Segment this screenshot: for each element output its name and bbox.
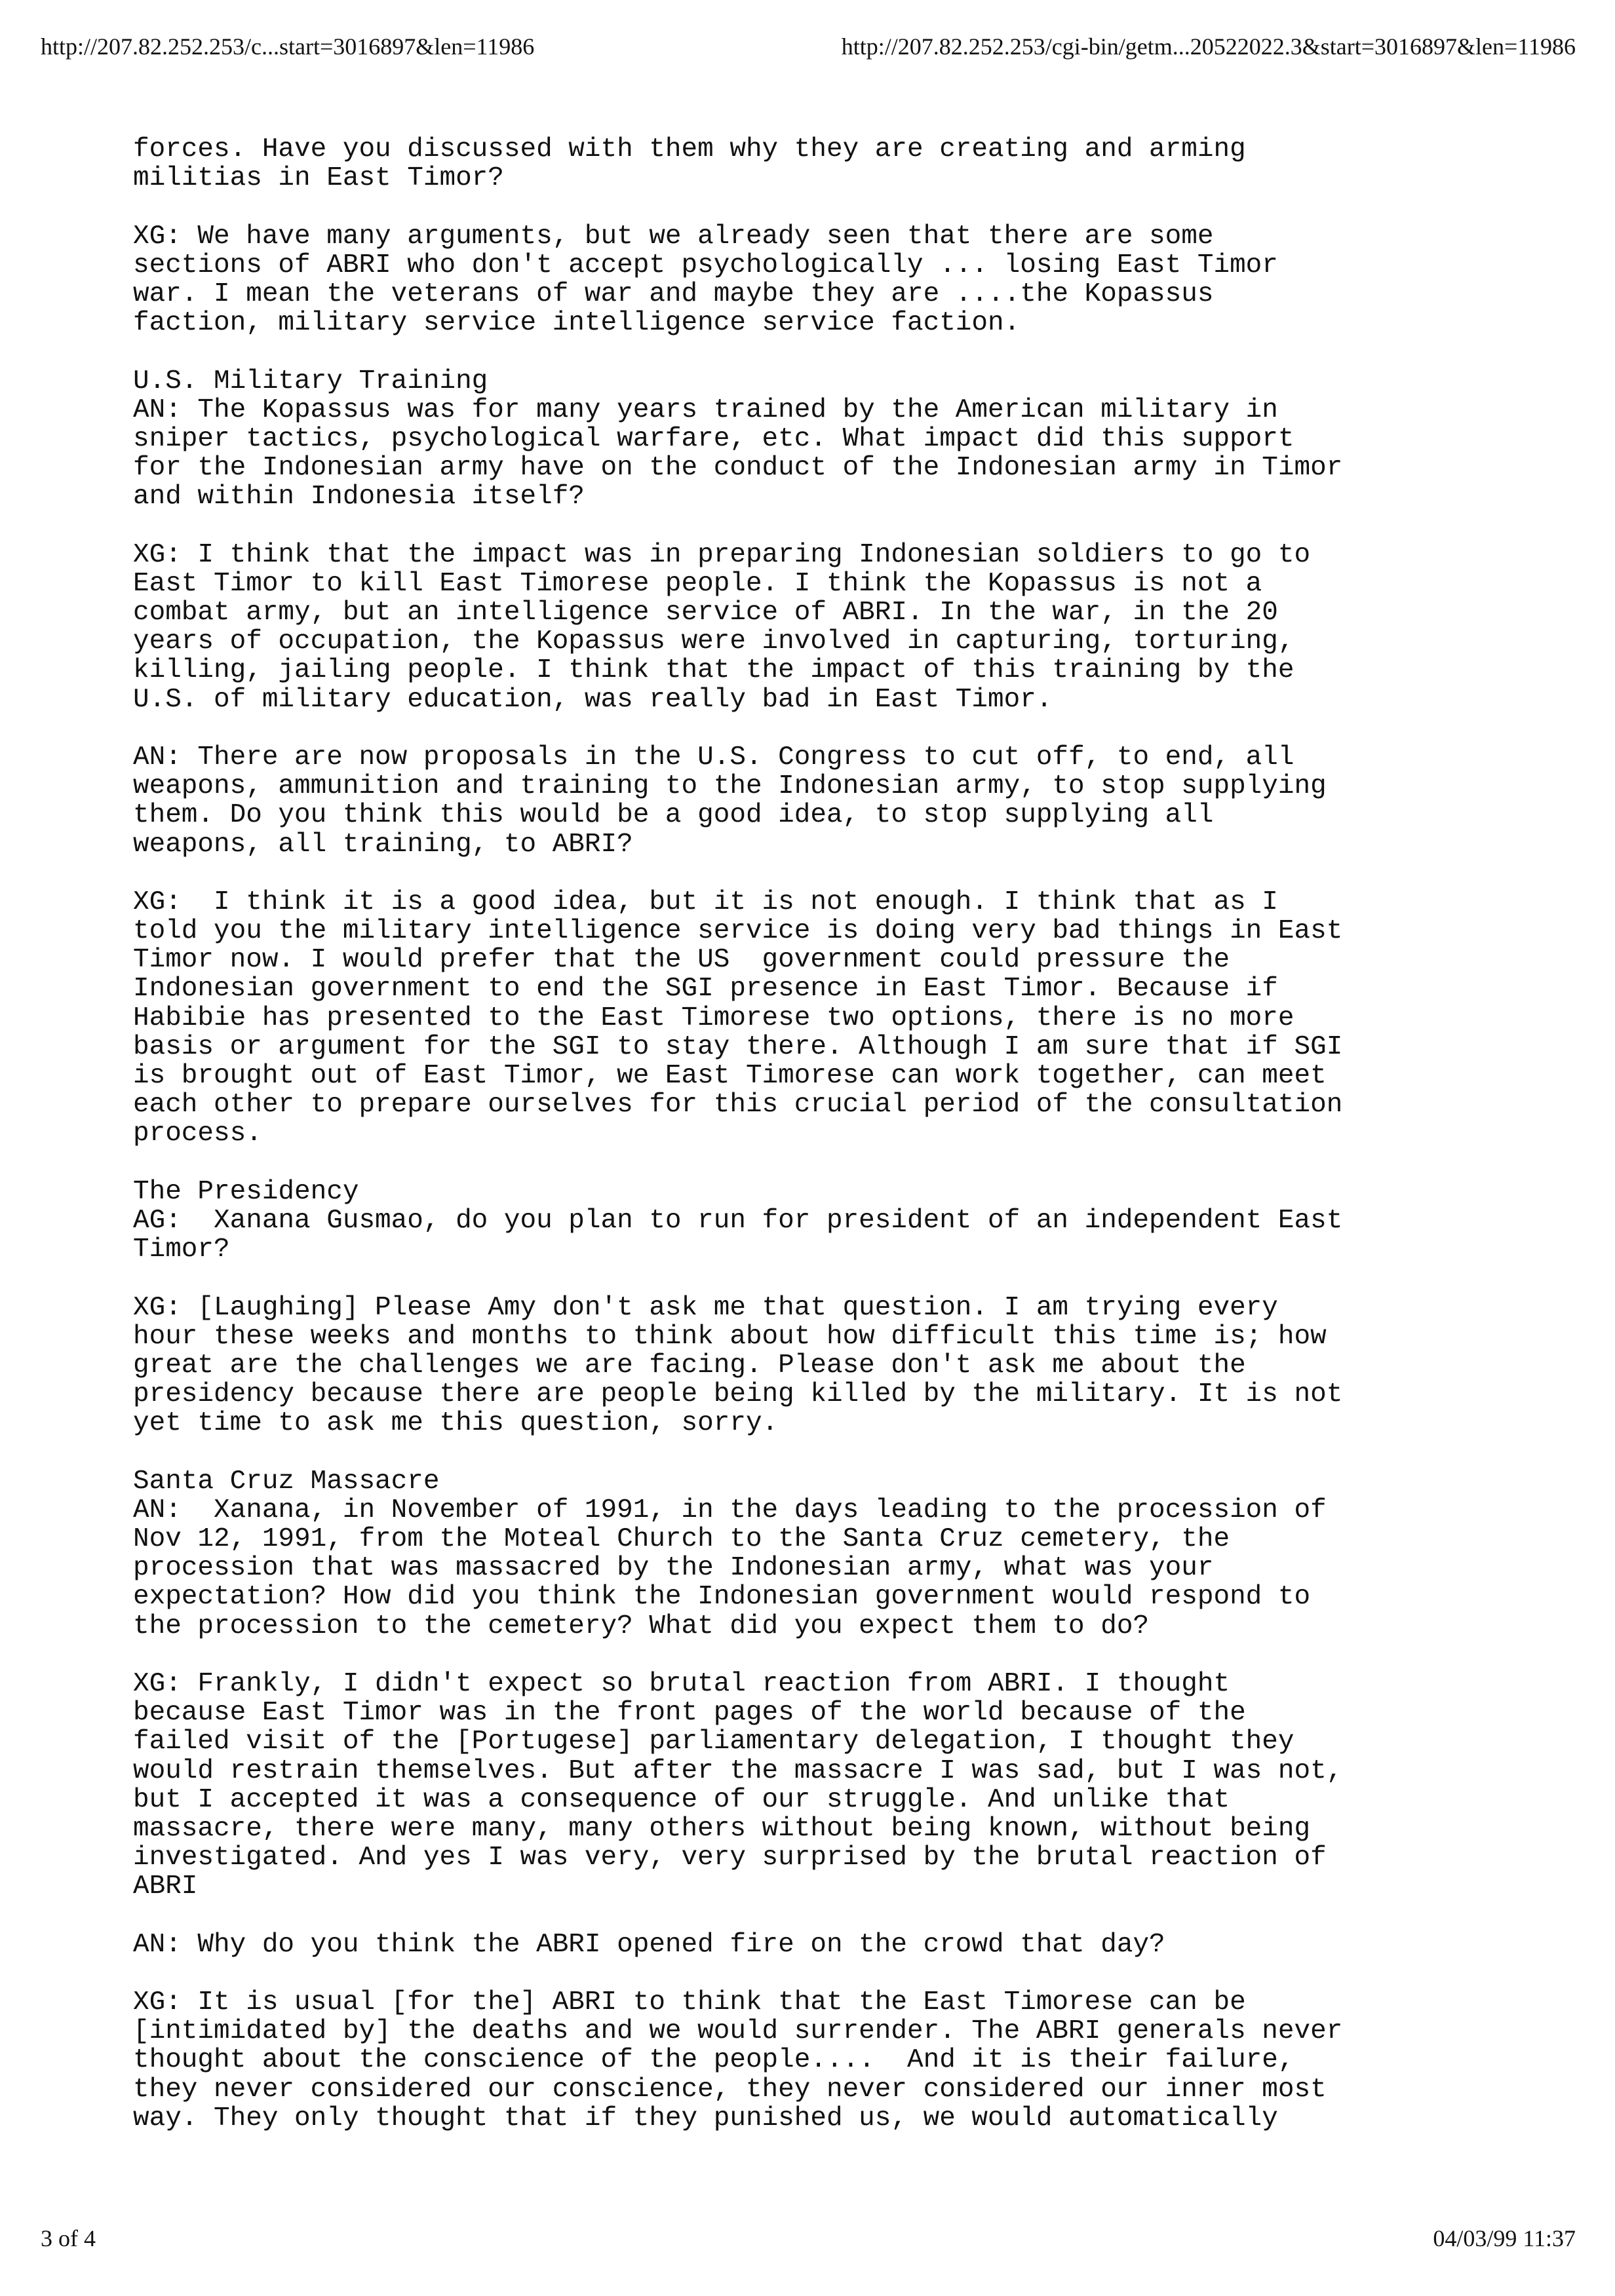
- footer-page-number: 3 of 4: [41, 2225, 96, 2251]
- text-line: Habibie has presented to the East Timorese two options, there is no more: [133, 1003, 1294, 1033]
- paragraph: [133, 541, 1575, 714]
- text-line: faction, military service intelligence service faction.: [133, 308, 1021, 339]
- text-line: AG: Xanana Gusmao, do you plan to run for president of an independent East: [133, 1205, 1343, 1236]
- text-line: sections of ABRI who don't accept psychologically ... losing East Timor: [133, 250, 1278, 280]
- text-line: AN: There are now proposals in the U.S. Congress to cut off, to end, all: [133, 742, 1294, 773]
- footer-datetime: 04/03/99 11:37: [1433, 2225, 1576, 2251]
- paragraph: [133, 1988, 1575, 2133]
- header-url-left: http://207.82.252.253/c...start=3016897&len=11986: [41, 33, 535, 60]
- text-line: XG: I think that the impact was in preparing Indonesian soldiers to go to: [133, 539, 1311, 570]
- text-line: great are the challenges we are facing. Please don't ask me about the: [133, 1350, 1246, 1381]
- text-line: told you the military intelligence service is doing very bad things in East: [133, 916, 1343, 947]
- text-line: East Timor to kill East Timorese people. I think the Kopassus is not a: [133, 568, 1262, 599]
- text-line: Santa Cruz Massacre: [133, 1466, 440, 1497]
- text-line: The Presidency: [133, 1176, 359, 1207]
- text-line: forces. Have you discussed with them why they are creating and arming: [133, 134, 1246, 164]
- text-line: U.S. Military Training: [133, 366, 488, 396]
- paragraph: [133, 888, 1575, 1149]
- paragraph: [133, 222, 1575, 338]
- text-line: Indonesian government to end the SGI presence in East Timor. Because if: [133, 974, 1278, 1004]
- text-line: XG: [Laughing] Please Amy don't ask me that question. I am trying every: [133, 1292, 1278, 1323]
- text-line: ABRI: [133, 1871, 198, 1902]
- text-line: Timor now. I would prefer that the US government could pressure the: [133, 945, 1230, 976]
- paragraph: [133, 743, 1575, 859]
- text-line: Nov 12, 1991, from the Moteal Church to the Santa Cruz cemetery, the: [133, 1524, 1230, 1554]
- text-line: them. Do you think this would be a good idea, to stop supplying all: [133, 800, 1214, 831]
- text-line: [intimidated by] the deaths and we would surrender. The ABRI generals never: [133, 2016, 1343, 2047]
- text-line: militias in East Timor?: [133, 163, 504, 194]
- paragraph: [133, 1670, 1575, 1902]
- text-line: and within Indonesia itself?: [133, 482, 585, 512]
- text-line: because East Timor was in the front pages of the world because of the: [133, 1698, 1246, 1729]
- paragraph: [133, 1293, 1575, 1438]
- text-line: expectation? How did you think the Indonesian government would respond to: [133, 1582, 1311, 1613]
- text-line: but I accepted it was a consequence of our struggle. And unlike that: [133, 1784, 1230, 1815]
- text-line: sniper tactics, psychological warfare, etc. What impact did this support: [133, 423, 1294, 454]
- text-line: weapons, ammunition and training to the Indonesian army, to stop supplying: [133, 771, 1327, 802]
- text-line: killing, jailing people. I think that the impact of this training by the: [133, 655, 1294, 686]
- paragraph: [133, 1467, 1575, 1641]
- text-line: would restrain themselves. But after the massacre I was sad, but I was not,: [133, 1755, 1343, 1786]
- paragraph: [133, 1930, 1575, 1959]
- text-line: XG: Frankly, I didn't expect so brutal reaction from ABRI. I thought: [133, 1668, 1230, 1699]
- text-line: XG: It is usual [for the] ABRI to think that the East Timorese can be: [133, 1987, 1246, 2018]
- text-line: the procession to the cemetery? What did you expect them to do?: [133, 1611, 1150, 1641]
- text-line: XG: I think it is a good idea, but it is not enough. I think that as I: [133, 887, 1278, 917]
- text-line: way. They only thought that if they punished us, we would automatically: [133, 2103, 1278, 2133]
- text-line: war. I mean the veterans of war and maybe they are ....the Kopassus: [133, 278, 1214, 309]
- text-line: thought about the conscience of the people.... And it is their failure,: [133, 2045, 1294, 2076]
- text-line: U.S. of military education, was really bad in East Timor.: [133, 684, 1053, 715]
- text-line: failed visit of the [Portugese] parliamentary delegation, I thought they: [133, 1727, 1294, 1757]
- text-line: AN: Xanana, in November of 1991, in the days leading to the procession of: [133, 1495, 1327, 1525]
- text-line: they never considered our conscience, they never considered our inner most: [133, 2074, 1327, 2105]
- text-line: massacre, there were many, many others without being known, without being: [133, 1813, 1311, 1844]
- text-line: investigated. And yes I was very, very surprised by the brutal reaction of: [133, 1843, 1327, 1873]
- header-url-right: http://207.82.252.253/cgi-bin/getm...20522022.3&start=3016897&len=11986: [841, 33, 1576, 60]
- text-line: basis or argument for the SGI to stay there. Although I am sure that if SGI: [133, 1031, 1343, 1062]
- text-line: process.: [133, 1119, 262, 1149]
- document-body: [133, 135, 1575, 2162]
- text-line: each other to prepare ourselves for this crucial period of the consultation: [133, 1090, 1343, 1120]
- text-line: hour these weeks and months to think about how difficult this time is; how: [133, 1321, 1327, 1352]
- text-line: years of occupation, the Kopassus were involved in capturing, torturing,: [133, 626, 1294, 657]
- text-line: AN: Why do you think the ABRI opened fire on the crowd that day?: [133, 1929, 1165, 1960]
- text-line: presidency because there are people being killed by the military. It is not: [133, 1379, 1343, 1410]
- text-line: procession that was massacred by the Indonesian army, what was your: [133, 1553, 1214, 1584]
- text-line: XG: We have many arguments, but we already seen that there are some: [133, 221, 1214, 252]
- text-line: Timor?: [133, 1234, 230, 1265]
- text-line: AN: The Kopassus was for many years trained by the American military in: [133, 394, 1278, 425]
- text-line: combat army, but an intelligence service of ABRI. In the war, in the 20: [133, 598, 1278, 628]
- text-line: weapons, all training, to ABRI?: [133, 829, 633, 860]
- paragraph: [133, 1177, 1575, 1265]
- paragraph: [133, 367, 1575, 512]
- text-line: is brought out of East Timor, we East Timorese can work together, can meet: [133, 1061, 1327, 1091]
- text-line: yet time to ask me this question, sorry.: [133, 1408, 779, 1439]
- text-line: for the Indonesian army have on the conduct of the Indonesian army in Timor: [133, 453, 1343, 484]
- paragraph: [133, 135, 1575, 193]
